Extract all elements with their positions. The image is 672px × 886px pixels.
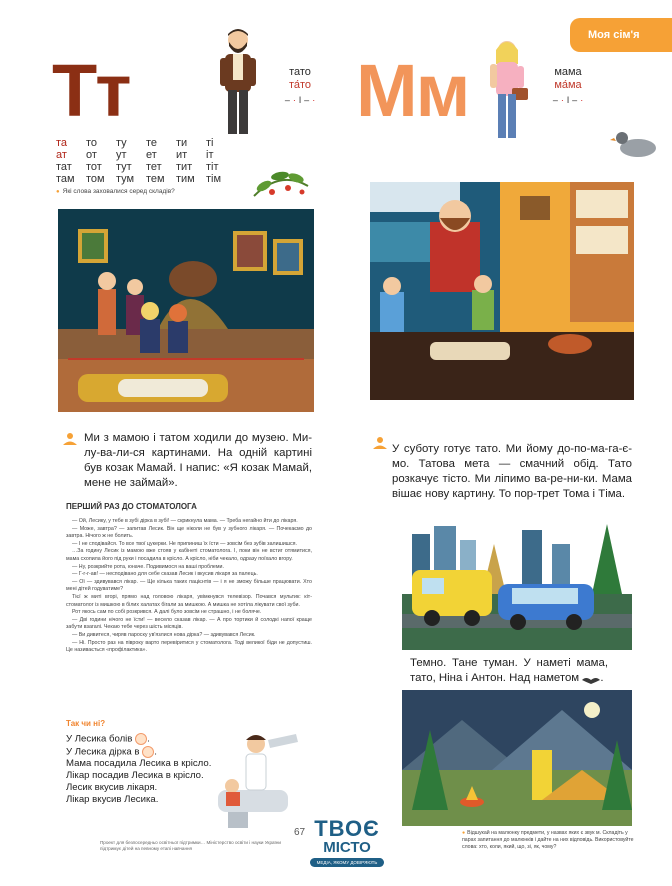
syllable: тет [146,161,162,173]
section-tag: Моя сім'я [570,18,672,52]
dentist-illustration [208,730,308,830]
true-false-item: Мама посадила Лесика в крісло. [66,758,212,770]
story-paragraph: — Дві години нічого не їсти! — весело сказав лікар. — А про тортики й солодкі напої краще забути взагалі. Чекаю тебе через шість місяців. [66,616,312,631]
page-number: 67 [294,827,306,838]
syllable: та [56,137,68,149]
true-false-list [66,733,211,806]
letter-t-heading: Тт [52,49,130,132]
story-paragraph: — Ої — здивувався лікар. — Ще кілька таких пацієнтів — і я не зможу більше працювати. Хто мені дітей годуватиме? [66,578,312,593]
scheme-dot: · [560,95,564,105]
true-false-item: У Лесика дірка в . [66,746,157,758]
scheme-dash: – [572,95,578,105]
true-false-text: У Лесика дірка в [66,746,140,758]
syllable-row [56,173,236,185]
syllable: ет [146,149,157,161]
tooth-icon [135,733,147,745]
tato-word-block [281,66,319,107]
scheme-bar: ǀ [298,95,302,105]
reading-tent: Темно. Тане туман. У наметі мама, тато, Ніна і Антон. Над наметом . [410,657,608,684]
right-task-note: ● Відшукай на малюнку предмети, у назвах яких є звук м. Складіть у парах запитання до малюнків і дайте на них відповідь. Використовуйте слова: хто, коли, який, що, зі, як, чому? [462,830,642,851]
syllable-question: ● Які слова заховалися серед складів? [56,188,175,195]
bat-icon [582,674,600,682]
sound-scheme-tato [281,94,319,107]
story-text [66,518,312,655]
true-false-item: У Лесика болів . [66,733,150,745]
mother-figure [482,36,532,142]
sound-scheme-mama [548,94,588,107]
true-false-text: У Лесика болів [66,733,133,745]
true-false-title: Так чи ні? [66,719,106,728]
father-figure [210,26,266,138]
scheme-dash: – [284,95,290,105]
word-mama: мама [554,66,582,78]
syllable: ту [116,137,127,149]
word-tato-accented: та́то [288,79,312,91]
story-paragraph: — Ой, Лесику, у тебе в зубі дірка в зубі! — скрикнула мама. — Треба негайно йти до лікаря. [72,518,298,524]
syllable: те [146,137,158,149]
scheme-dot: · [292,95,296,105]
museum-illustration [58,209,314,412]
true-false-item: Лесик вкусив лікаря. [66,782,158,794]
syllable: тим [176,173,195,185]
scheme-dash: – [304,95,310,105]
syllable-row [56,137,236,149]
scheme-dot: · [312,95,316,105]
syllable: тут [116,161,132,173]
syllable-table [56,137,236,185]
syllable: ат [56,149,67,161]
scheme-dash: – [552,95,558,105]
true-false-item: Лікар вкусив Лесика. [66,794,159,806]
story-paragraph: — Ви дивитеся, чиряв пароску ув'язлися нова дірка? — здивувався Лесик. [72,631,256,638]
footnote: Проект для безпосередньо освітньої підтримки… Міністерство освіти і науки України підтримує дітей на певному етапі навчання [100,840,281,851]
kitchen-illustration [370,182,634,400]
tooth-icon [142,746,154,758]
logo-tagline: МЕДІА, ЯКОМУ ДОВІРЯЮТЬ [310,858,384,867]
story-title: ПЕРШИЙ РАЗ ДО СТОМАТОЛОГА [66,502,197,511]
logo-line-1: ТВОЄ [314,816,380,841]
goose-illustration [610,128,660,160]
story-paragraph: Тієї ж миті вгорі, прямо над головою лікаря, увімкнувся телевізор. Почався мультик: кіт-стоматолог із мишкою в білих халатах бігали за мишкою. А мишка не хотіла лікувати свої зуби. [66,593,312,608]
syllable: ті [206,137,214,149]
syllable: тіт [206,161,219,173]
syllable: іт [206,149,214,161]
story-paragraph: …За годину Лесик із мамою вже стояв у кабінеті стоматолога. І, поки він не встиг отямитися, мама схопила його під руки і посадила в крісло. А крісло, ніби чекало, одразу поїхало вгору. [66,548,312,562]
syllable: то [86,137,98,149]
reading-tent-text: Темно. Тане туман. У наметі мама, тато, Ніна і Антон. Над наметом [410,657,608,684]
reading-kitchen: У суботу готує тато. Ми йому до-по-ма-га-є-мо. Татова мета — смачний обід. Тато розкачує тісто. Ми ліпимо ва-ре-ни-ки. Мама вішає нову картину. То пор-трет Тома і Тіма. [392,443,632,500]
syllable: тот [86,161,102,173]
story-paragraph: Рот якось сам по собі розкрився. А далі було зовсім не страшно, і не боляче. [72,609,262,616]
reader-icon [62,432,78,446]
story-paragraph: — Ні. Просто раз на півроку варто перевіритися у стоматолога. Тоді великої біди не допустиш. Це називається «профілактика». [66,639,312,654]
syllable: тат [56,161,72,173]
word-tato: тато [289,66,311,78]
syllable: ит [176,149,188,161]
letter-m-heading: Мм [356,49,469,132]
syllable-row [56,149,236,161]
syllable: тем [146,173,165,185]
syllable: от [86,149,97,161]
scheme-dot: · [580,95,584,105]
camping-illustration [402,690,632,826]
reader-icon [372,436,388,450]
scheme-bar: ǀ [566,95,570,105]
logo-line-2: МІСТО [323,839,371,856]
syllable: том [86,173,105,185]
story-paragraph: — Г-г-г-ав! — несподівано для себе сказав Лесик і вкусив лікаря за палець. [72,571,258,578]
plant-illustration [250,160,310,202]
word-mama-accented: ма́ма [554,79,582,91]
true-false-item: Лікар посадив Лесика в крісло. [66,770,204,782]
story-paragraph: — Ну, розкрийте рота, юначе. Подивимося на ваші проблеми. [72,563,224,570]
reading-museum: Ми з мамою і татом ходили до музею. Ми-лу-ва-ли-ся картинами. На одній картині був козак Мамай. І напис: «Я козак Мамай, мене не займай». [84,432,312,489]
syllable: ти [176,137,188,149]
syllable: тит [176,161,193,173]
syllable: тім [206,173,222,185]
tvoe-misto-logo [310,818,384,878]
car-trip-illustration [402,504,632,650]
story-paragraph: — І не сподівайся. То все твої цукерки. Не припиниш їх їсти — зовсім без зубів залишишся. [72,540,298,547]
story-paragraph: — Може, завтра? — запитав Лесик. Він ще ніколи не був у зубного лікаря. — Почекаємо до завтра. Нічого ж не болить. [66,525,312,540]
syllable: тум [116,173,135,185]
syllable: ут [116,149,127,161]
mama-word-block [548,66,588,107]
syllable-row [56,161,236,173]
syllable: там [56,173,75,185]
